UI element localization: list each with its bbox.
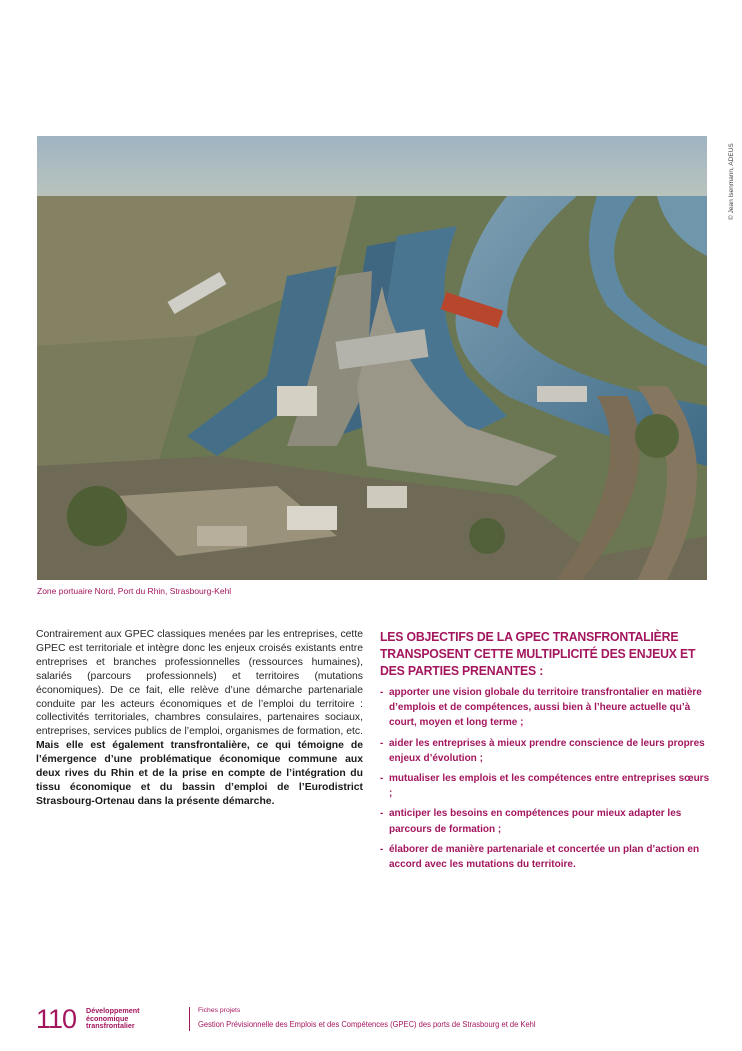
list-item: - élaborer de manière partenariale et concertée un plan d’action en accord avec les mutations du territoire. — [380, 843, 700, 871]
objectives-heading: LES OBJECTIFS DE LA GPEC TRANSFRONTALIÈRE TRANSPOSENT CETTE MULTIPLICITÉ DES ENJEUX ET DES PARTIES PRENANTES : — [380, 629, 696, 678]
section-label: Développement économique transfrontalier — [86, 1006, 140, 1031]
list-item: - apporter une vision globale du territoire transfrontalier en matière d’emplois et de compétences, aussi bien à l’heure actuelle qu’à court, moyen et long terme ; — [380, 687, 702, 729]
photo-caption: Zone portuaire Nord, Port du Rhin, Strasbourg-Kehl — [37, 586, 232, 596]
photo-credit: © Jean Isenmann, ADEUS — [728, 143, 735, 220]
intro-text: Contrairement aux GPEC classiques menées par les entreprises, cette GPEC est territoriale et intègre donc les enjeux croisés existants entre entreprises et branches professionnelles (ressources humaines), salariés (parcours professionnels) et territoires (mutations économiques). De ce fait, elle relève d’une démarche partenariale conduite par les acteurs économiques et de l’emploi du territoire : collectivités territoriales, chambres consulaires, partenaires sociaux, entreprises, services publics de l’emploi, organismes de formation, etc. — [36, 629, 363, 738]
intro-paragraph — [36, 628, 363, 809]
list-item: - anticiper les besoins en compétences pour mieux adapter les parcours de formation ; — [380, 808, 682, 835]
objectives-list — [380, 685, 710, 872]
footer-title: Gestion Prévisionnelle des Emplois et des Compétences (GPEC) des ports de Strasbourg et de Kehl — [198, 1019, 536, 1029]
page-number: 110 — [36, 1004, 77, 1034]
list-item: - mutualiser les emplois et les compétences entre entreprises sœurs ; — [380, 773, 710, 800]
list-item: - aider les entreprises à mieux prendre conscience de leurs propres enjeux d’évolution ; — [380, 737, 705, 764]
page-footer — [36, 1004, 716, 1034]
aerial-port-photo — [37, 136, 707, 580]
intro-bold-text: Mais elle est également transfrontalière, ce qui témoigne de l’émergence d’une problématique économique commune aux deux rives du Rhin et de la prise en compte de l’intégration du tissu économique et du bassin d’emploi de l’Eurodistrict Strasbourg-Ortenau dans la présente démarche. — [36, 740, 363, 807]
footer-divider — [189, 1007, 190, 1031]
fiche-label: Fiches projets — [198, 1007, 241, 1014]
objectives-section — [380, 628, 710, 877]
